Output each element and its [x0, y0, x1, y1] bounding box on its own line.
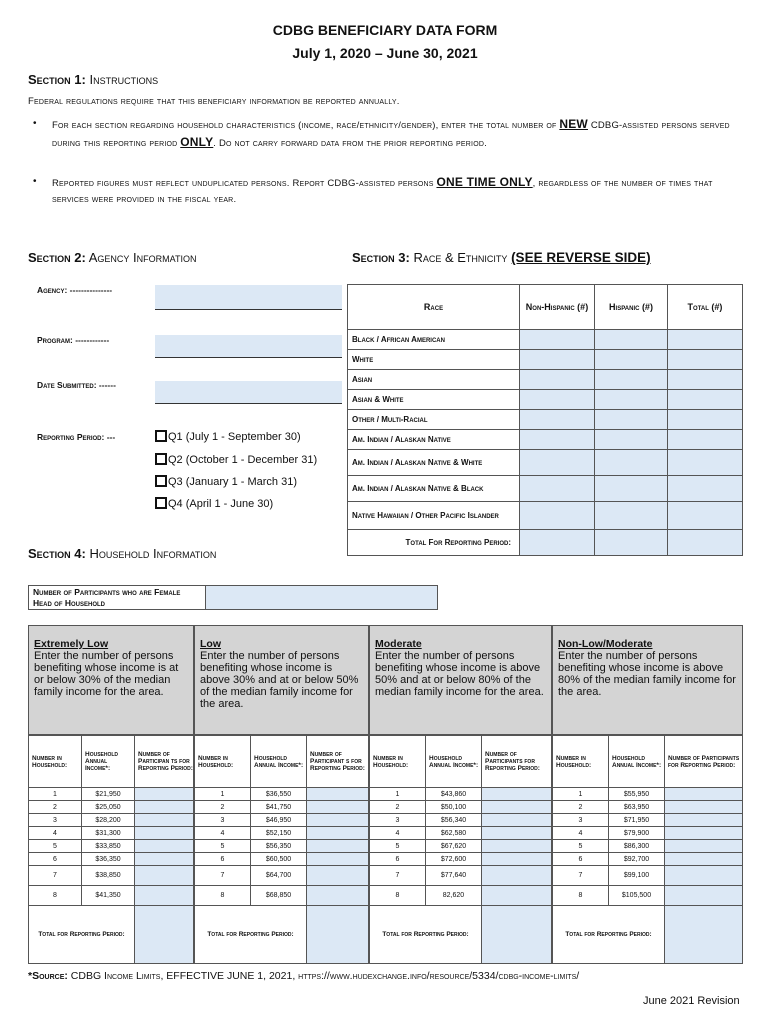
form-title: CDBG BENEFICIARY DATA FORM [272, 22, 498, 38]
household-size: 1 [553, 788, 609, 801]
income-limit: $28,200 [82, 814, 135, 827]
income-limit: $50,100 [426, 801, 482, 814]
income-row [370, 788, 552, 801]
col-non-hispanic: Non-Hispanic (#) [520, 285, 595, 330]
household-size: 6 [195, 853, 251, 866]
participants-input[interactable] [135, 866, 194, 886]
income-limit: $21,950 [82, 788, 135, 801]
income-row [370, 814, 552, 827]
income-category-description: Enter the number of persons benefiting whose income is above 80% of the median family income for the area. [558, 650, 736, 698]
race-row: Am. Indian / Alaskan Native & White [348, 450, 743, 476]
program-label: Program: ------------ [37, 335, 110, 345]
income-row [195, 840, 369, 853]
participants-input[interactable] [482, 814, 552, 827]
section3-heading: Section 3: Race & Ethnicity (SEE REVERSE SIDE) [352, 250, 651, 265]
income-limit: $99,100 [609, 866, 665, 886]
participants-input[interactable] [135, 853, 194, 866]
income-limit: $86,300 [609, 840, 665, 853]
income-row [370, 801, 552, 814]
household-size: 7 [29, 866, 82, 886]
section4-heading: Section 4: Household Information [28, 546, 217, 561]
participants-input[interactable] [665, 853, 743, 866]
participants-input[interactable] [307, 866, 369, 886]
income-category-2 [194, 625, 369, 735]
income-row [195, 827, 369, 840]
col-number-in-household: Number in Household: [553, 736, 609, 788]
participants-input[interactable] [307, 886, 369, 906]
income-limit: $68,850 [251, 886, 307, 906]
income-limit: $56,340 [426, 814, 482, 827]
checkbox-icon[interactable] [155, 453, 167, 465]
participants-input[interactable] [665, 814, 743, 827]
income-limit: $105,500 [609, 886, 665, 906]
race-ethnicity-table [347, 284, 743, 556]
household-size: 1 [29, 788, 82, 801]
instruction-bullet-2: Reported figures must reflect unduplicated persons. Report CDBG-assisted persons ONE TIME ONLY, regardless of the number of times that services were provided in the fiscal year. [52, 175, 713, 205]
total-input[interactable] [665, 906, 743, 964]
household-size: 3 [195, 814, 251, 827]
form-subtitle: July 1, 2020 – June 30, 2021 [292, 45, 478, 61]
household-size: 2 [553, 801, 609, 814]
income-source-note: *Source: CDBG Income Limits, EFFECTIVE JUNE 1, 2021, https://www.hudexchange.info/resource/5334/cdbg-income-limits/ [28, 970, 580, 982]
col-household-income: Household Annual Income*: [609, 736, 665, 788]
income-row [553, 866, 743, 886]
income-limit: $36,550 [251, 788, 307, 801]
income-limit: $63,950 [609, 801, 665, 814]
household-size: 4 [29, 827, 82, 840]
bullet-icon: • [33, 118, 37, 129]
program-input[interactable] [155, 335, 342, 358]
household-size: 6 [370, 853, 426, 866]
income-row [195, 866, 369, 886]
income-limit: $79,900 [609, 827, 665, 840]
household-size: 1 [195, 788, 251, 801]
household-size: 5 [553, 840, 609, 853]
total-label: Total for Reporting Period: [195, 906, 307, 964]
participants-input[interactable] [665, 827, 743, 840]
total-input[interactable] [482, 906, 552, 964]
income-limit: $60,500 [251, 853, 307, 866]
income-row [553, 814, 743, 827]
participants-input[interactable] [482, 801, 552, 814]
income-limit: $41,350 [82, 886, 135, 906]
female-head-row [28, 585, 438, 610]
participants-input[interactable] [307, 814, 369, 827]
participants-input[interactable] [135, 886, 194, 906]
race-row: Am. Indian / Alaskan Native & Black [348, 476, 743, 502]
income-limit: $77,640 [426, 866, 482, 886]
income-row [29, 853, 194, 866]
income-limit: $72,600 [426, 853, 482, 866]
income-limit: $92,700 [609, 853, 665, 866]
income-category-description: Enter the number of persons benefiting whose income is above 30% and at or below 50% of the median family income for the area. [200, 650, 359, 710]
income-row [29, 886, 194, 906]
col-participants: Number of Participants for Reporting Period: [482, 736, 552, 788]
income-row [553, 788, 743, 801]
income-limit: $33,850 [82, 840, 135, 853]
household-size: 4 [553, 827, 609, 840]
household-size: 4 [370, 827, 426, 840]
race-row: Native Hawaiian / Other Pacific Islander [348, 502, 743, 530]
col-household-income: Household Annual Income*: [251, 736, 307, 788]
participants-input[interactable] [665, 886, 743, 906]
agency-label: Agency: --------------- [37, 285, 113, 295]
income-row [29, 827, 194, 840]
income-row [370, 866, 552, 886]
race-row: White [348, 350, 743, 370]
income-row [195, 814, 369, 827]
household-size: 2 [370, 801, 426, 814]
see-reverse-side: (SEE REVERSE SIDE) [511, 250, 651, 265]
income-row [370, 840, 552, 853]
quarter-option-q4[interactable]: Q4 (April 1 - June 30) [155, 497, 273, 510]
participants-input[interactable] [307, 853, 369, 866]
income-limit: $67,620 [426, 840, 482, 853]
instruction-bullet-1: For each section regarding household characteristics (income, race/ethnicity/gender), enter the total number of NEW CDBG-assisted persons served during this reporting period ONLY. Do not carry forward data from the prior reporting period. [52, 117, 730, 149]
income-row [370, 827, 552, 840]
income-table-3 [369, 735, 552, 964]
income-limit: $55,950 [609, 788, 665, 801]
participants-input[interactable] [482, 840, 552, 853]
section2-heading: Section 2: Agency Information [28, 250, 197, 265]
household-size: 8 [195, 886, 251, 906]
income-category-description: Enter the number of persons benefiting whose income is at or below 30% of the median family income for the area. [34, 650, 179, 698]
income-limit: 82,620 [426, 886, 482, 906]
race-row: Am. Indian / Alaskan Native [348, 430, 743, 450]
date-submitted-input[interactable] [155, 381, 342, 404]
participants-input[interactable] [482, 827, 552, 840]
participants-input[interactable] [307, 801, 369, 814]
household-size: 8 [553, 886, 609, 906]
participants-input[interactable] [482, 788, 552, 801]
income-category-3 [369, 625, 552, 735]
income-category-title: Non-Low/Moderate [558, 638, 653, 650]
income-limit: $36,350 [82, 853, 135, 866]
participants-input[interactable] [135, 827, 194, 840]
total-input[interactable] [135, 906, 194, 964]
participants-input[interactable] [307, 788, 369, 801]
income-row [29, 866, 194, 886]
participants-input[interactable] [135, 801, 194, 814]
household-size: 5 [370, 840, 426, 853]
income-table-1 [28, 735, 194, 964]
participants-input[interactable] [665, 866, 743, 886]
income-row [195, 886, 369, 906]
participants-input[interactable] [482, 853, 552, 866]
section1-heading: Section 1: Instructions [28, 72, 159, 87]
income-row [370, 853, 552, 866]
household-size: 8 [29, 886, 82, 906]
total-label: Total for Reporting Period: [553, 906, 665, 964]
col-hispanic: Hispanic (#) [595, 285, 668, 330]
income-table-4 [552, 735, 743, 964]
income-limit: $43,860 [426, 788, 482, 801]
participants-input[interactable] [665, 801, 743, 814]
col-participants: Number of Participants for Reporting Period: [665, 736, 743, 788]
income-row [370, 886, 552, 906]
income-limit: $46,950 [251, 814, 307, 827]
col-household-income: Household Annual Income*: [426, 736, 482, 788]
income-row [195, 853, 369, 866]
household-size: 7 [195, 866, 251, 886]
household-size: 8 [370, 886, 426, 906]
household-size: 1 [370, 788, 426, 801]
household-size: 3 [29, 814, 82, 827]
col-number-in-household: Number in Household: [370, 736, 426, 788]
income-limit: $38,850 [82, 866, 135, 886]
income-limit: $31,300 [82, 827, 135, 840]
household-size: 2 [29, 801, 82, 814]
income-row [195, 801, 369, 814]
reporting-period-label: Reporting Period: --- [37, 432, 116, 442]
household-size: 5 [29, 840, 82, 853]
income-limit: $25,050 [82, 801, 135, 814]
income-limit: $56,350 [251, 840, 307, 853]
race-row: Asian [348, 370, 743, 390]
female-head-label: Number of Participants who are Female Head of Household [29, 586, 206, 609]
income-category-title: Moderate [375, 638, 422, 650]
col-participants: Number of Participant s for Reporting Period: [307, 736, 369, 788]
col-number-in-household: Number in Household: [29, 736, 82, 788]
household-size: 5 [195, 840, 251, 853]
checkbox-icon[interactable] [155, 430, 167, 442]
participants-input[interactable] [135, 788, 194, 801]
income-row [29, 814, 194, 827]
income-category-title: Extremely Low [34, 638, 109, 650]
income-category-description: Enter the number of persons benefiting whose income is above 50% and at or below 80% of the median family income for the area. [375, 650, 544, 698]
race-row: Asian & White [348, 390, 743, 410]
household-size: 3 [370, 814, 426, 827]
participants-input[interactable] [307, 827, 369, 840]
household-size: 4 [195, 827, 251, 840]
income-row [29, 840, 194, 853]
income-category-1 [28, 625, 194, 735]
total-input[interactable] [307, 906, 369, 964]
date-submitted-label: Date Submitted: ------ [37, 380, 116, 390]
checkbox-icon[interactable] [155, 497, 167, 509]
revision-date: June 2021 Revision [643, 995, 740, 1007]
race-row: Other / Multi-Racial [348, 410, 743, 430]
quarter-option-q2[interactable]: Q2 (October 1 - December 31) [155, 453, 317, 466]
col-household-income: Household Annual Income*: [82, 736, 135, 788]
participants-input[interactable] [135, 840, 194, 853]
participants-input[interactable] [665, 788, 743, 801]
income-row [29, 801, 194, 814]
income-row [29, 788, 194, 801]
col-race: Race [348, 285, 520, 330]
col-number-in-household: Number in Household: [195, 736, 251, 788]
female-head-input[interactable] [206, 586, 437, 609]
race-row: Black / African American [348, 330, 743, 350]
total-label: Total for Reporting Period: [370, 906, 482, 964]
checkbox-icon[interactable] [155, 475, 167, 487]
race-total-row: Total For Reporting Period: [348, 530, 743, 556]
participants-input[interactable] [135, 814, 194, 827]
col-participants: Number of Participan ts for Reporting Period: [135, 736, 194, 788]
income-limit: $71,950 [609, 814, 665, 827]
quarter-option-q3[interactable]: Q3 (January 1 - March 31) [155, 475, 297, 488]
col-total: Total (#) [668, 285, 743, 330]
income-row [553, 853, 743, 866]
income-row [553, 801, 743, 814]
participants-input[interactable] [307, 840, 369, 853]
income-limit: $52,150 [251, 827, 307, 840]
agency-input[interactable] [155, 285, 342, 310]
income-limit: $62,580 [426, 827, 482, 840]
income-category-title: Low [200, 638, 221, 650]
household-size: 2 [195, 801, 251, 814]
participants-input[interactable] [665, 840, 743, 853]
participants-input[interactable] [482, 866, 552, 886]
income-row [195, 788, 369, 801]
section1-intro: Federal regulations require that this beneficiary information be reported annually. [28, 96, 400, 107]
income-category-4 [552, 625, 743, 735]
household-size: 6 [29, 853, 82, 866]
quarter-option-q1[interactable]: Q1 (July 1 - September 30) [155, 430, 301, 443]
income-limit: $64,700 [251, 866, 307, 886]
income-row [553, 827, 743, 840]
income-row [553, 840, 743, 853]
total-label: Total for Reporting Period: [29, 906, 135, 964]
household-size: 3 [553, 814, 609, 827]
participants-input[interactable] [482, 886, 552, 906]
income-limit: $41,750 [251, 801, 307, 814]
household-size: 7 [370, 866, 426, 886]
bullet-icon: • [33, 176, 37, 187]
income-row [553, 886, 743, 906]
income-table-2 [194, 735, 369, 964]
household-size: 6 [553, 853, 609, 866]
household-size: 7 [553, 866, 609, 886]
